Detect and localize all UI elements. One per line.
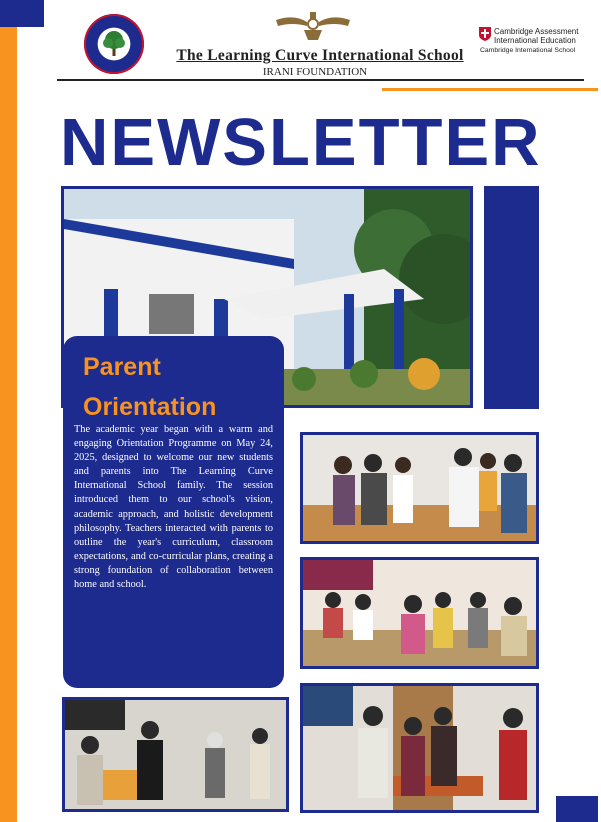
left-orange-bar <box>0 0 17 822</box>
newsletter-title: NEWSLETTER <box>60 105 542 180</box>
orientation-photo-2 <box>300 557 539 669</box>
orientation-photo-3 <box>300 683 539 813</box>
cambridge-assessment-text <box>494 27 601 45</box>
cambridge-shield-icon <box>479 27 491 41</box>
cambridge-school-text: Cambridge International School <box>480 47 576 54</box>
header-orange-accent <box>382 88 598 91</box>
header-divider <box>57 79 584 81</box>
foundation-name: IRANI FOUNDATION <box>262 66 368 78</box>
cambridge-line1: Cambridge Assessment <box>494 27 579 36</box>
school-name: The Learning Curve International School <box>176 47 464 64</box>
top-left-navy-square <box>0 0 44 27</box>
article-body: The academic year began with a warm and engaging Orientation Programme on May 24, 2025, designed to welcome our new students and parents into The Learning Curve International School family. The session introduced them to our school's vision, academic approach, and holistic development philosophy. Teachers interacted with parents to outline the year's curriculum, classroom expectations, and co-curricular plans, creating a strong foundation of collaboration between home and school. <box>74 424 273 591</box>
cambridge-line2: International Education <box>494 36 576 45</box>
right-navy-bar <box>484 186 539 409</box>
article-heading <box>83 347 273 427</box>
faravahar-emblem-icon <box>274 10 352 44</box>
article-heading-line1: Parent <box>83 353 161 381</box>
bottom-right-navy-square <box>556 796 598 822</box>
orientation-photo-1 <box>300 432 539 544</box>
article-heading-line2: Orientation <box>83 393 217 421</box>
learning-curve-tree-logo-icon <box>84 14 144 74</box>
orientation-photo-4 <box>62 697 289 812</box>
